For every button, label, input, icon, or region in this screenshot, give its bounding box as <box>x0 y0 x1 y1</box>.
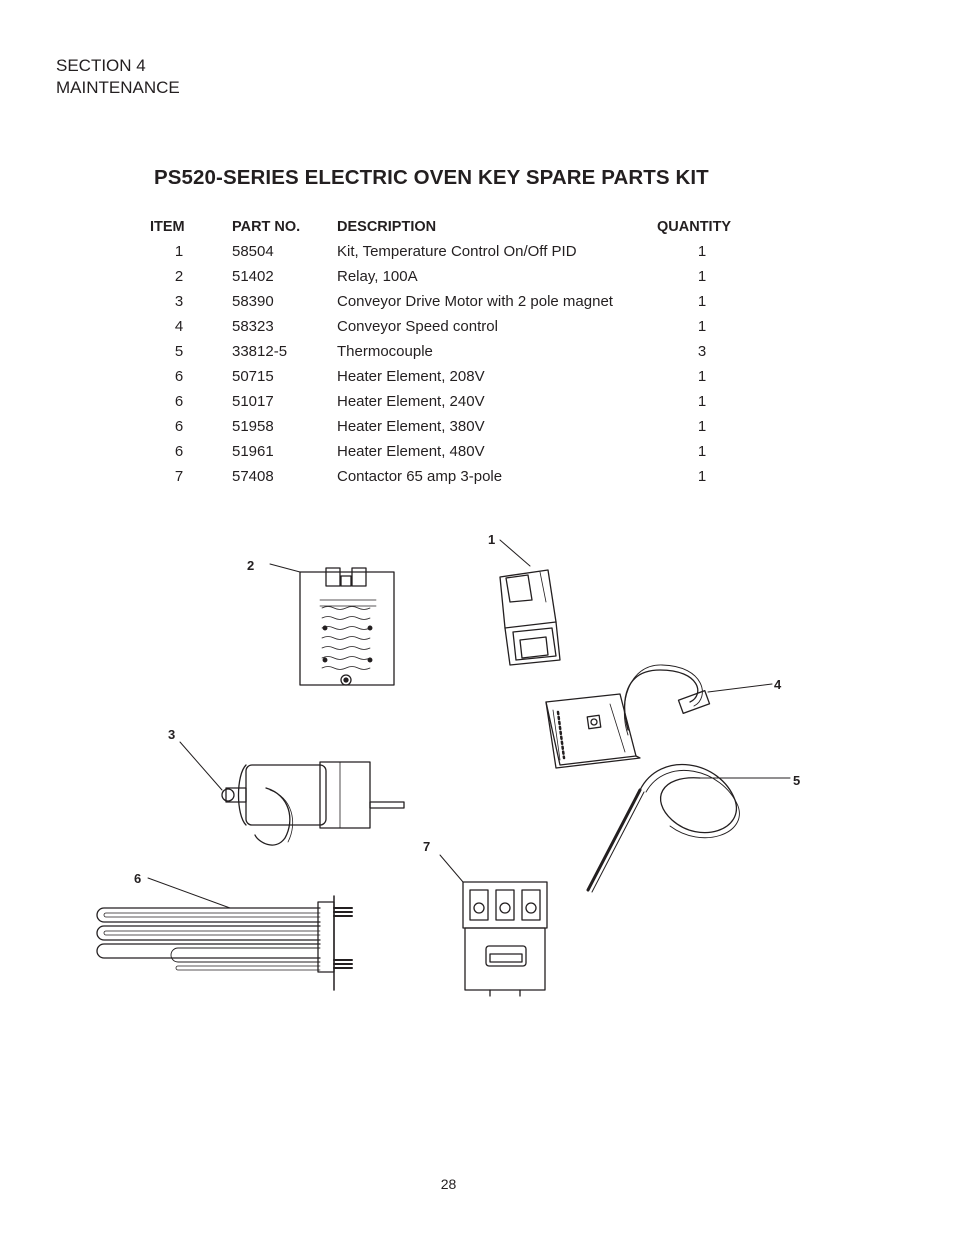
cell-description: Heater Element, 208V <box>337 368 485 385</box>
table-row <box>150 264 747 289</box>
cell-description: Contactor 65 amp 3-pole <box>337 468 503 485</box>
cell-description: Relay, 100A <box>337 268 418 285</box>
page-title: PS520-SERIES ELECTRIC OVEN KEY SPARE PARTS KIT <box>154 166 709 189</box>
table-row <box>150 414 747 439</box>
cell-quantity: 1 <box>697 418 707 435</box>
cell-item: 5 <box>174 343 184 360</box>
speed-control-illustration <box>546 665 772 768</box>
cell-part-no: 50715 <box>232 368 274 385</box>
heater-element-illustration <box>97 878 352 990</box>
cell-part-no: 57408 <box>232 468 274 485</box>
cell-quantity: 1 <box>697 443 707 460</box>
page-number: 28 <box>440 1176 457 1192</box>
cell-description: Thermocouple <box>337 343 433 360</box>
cell-item: 6 <box>174 418 184 435</box>
parts-illustration <box>0 520 954 1020</box>
cell-quantity: 1 <box>697 368 707 385</box>
section-number: SECTION 4 <box>56 56 146 75</box>
col-header-description: DESCRIPTION <box>337 218 437 235</box>
cell-part-no: 51017 <box>232 393 274 410</box>
cell-item: 2 <box>174 268 184 285</box>
cell-item: 1 <box>174 243 184 260</box>
col-header-item: ITEM <box>150 218 185 235</box>
section-header <box>56 55 180 99</box>
cell-quantity: 3 <box>697 343 707 360</box>
table-row <box>150 464 747 489</box>
cell-quantity: 1 <box>697 243 707 260</box>
drive-motor-illustration <box>180 742 404 845</box>
cell-quantity: 1 <box>697 268 707 285</box>
table-row <box>150 239 747 264</box>
cell-item: 6 <box>174 393 184 410</box>
cell-part-no: 51961 <box>232 443 274 460</box>
table-row <box>150 314 747 339</box>
cell-description: Heater Element, 380V <box>337 418 485 435</box>
cell-part-no: 51958 <box>232 418 274 435</box>
cell-description: Conveyor Drive Motor with 2 pole magnet <box>337 293 613 310</box>
callout-3: 3 <box>168 727 176 742</box>
table-row <box>150 439 747 464</box>
table-row <box>150 364 747 389</box>
table-row <box>150 339 747 364</box>
cell-part-no: 51402 <box>232 268 274 285</box>
table-row <box>150 289 747 314</box>
thermocouple-illustration <box>588 765 790 892</box>
cell-description: Heater Element, 240V <box>337 393 485 410</box>
cell-quantity: 1 <box>697 468 707 485</box>
cell-item: 6 <box>174 443 184 460</box>
callout-7: 7 <box>423 839 431 854</box>
callout-4: 4 <box>774 677 782 692</box>
cell-quantity: 1 <box>697 318 707 335</box>
cell-description: Conveyor Speed control <box>337 318 498 335</box>
cell-part-no: 58390 <box>232 293 274 310</box>
callout-6: 6 <box>134 871 142 886</box>
callout-2: 2 <box>247 558 255 573</box>
callout-5: 5 <box>793 773 801 788</box>
cell-item: 6 <box>174 368 184 385</box>
table-row <box>150 389 747 414</box>
cell-item: 7 <box>174 468 184 485</box>
col-header-quantity: QUANTITY <box>657 218 732 235</box>
cell-part-no: 58504 <box>232 243 274 260</box>
cell-quantity: 1 <box>697 293 707 310</box>
parts-table <box>150 214 747 489</box>
col-header-part-no: PART NO. <box>232 218 301 235</box>
relay-illustration <box>270 564 394 685</box>
cell-quantity: 1 <box>697 393 707 410</box>
table-header-row <box>150 214 747 239</box>
temperature-control-illustration <box>500 540 560 665</box>
section-name: MAINTENANCE <box>56 78 180 97</box>
cell-item: 3 <box>174 293 184 310</box>
cell-item: 4 <box>174 318 184 335</box>
callout-1: 1 <box>488 532 496 547</box>
cell-part-no: 58323 <box>232 318 274 335</box>
cell-description: Kit, Temperature Control On/Off PID <box>337 243 577 260</box>
cell-description: Heater Element, 480V <box>337 443 485 460</box>
contactor-illustration <box>440 855 547 996</box>
cell-part-no: 33812-5 <box>232 343 288 360</box>
